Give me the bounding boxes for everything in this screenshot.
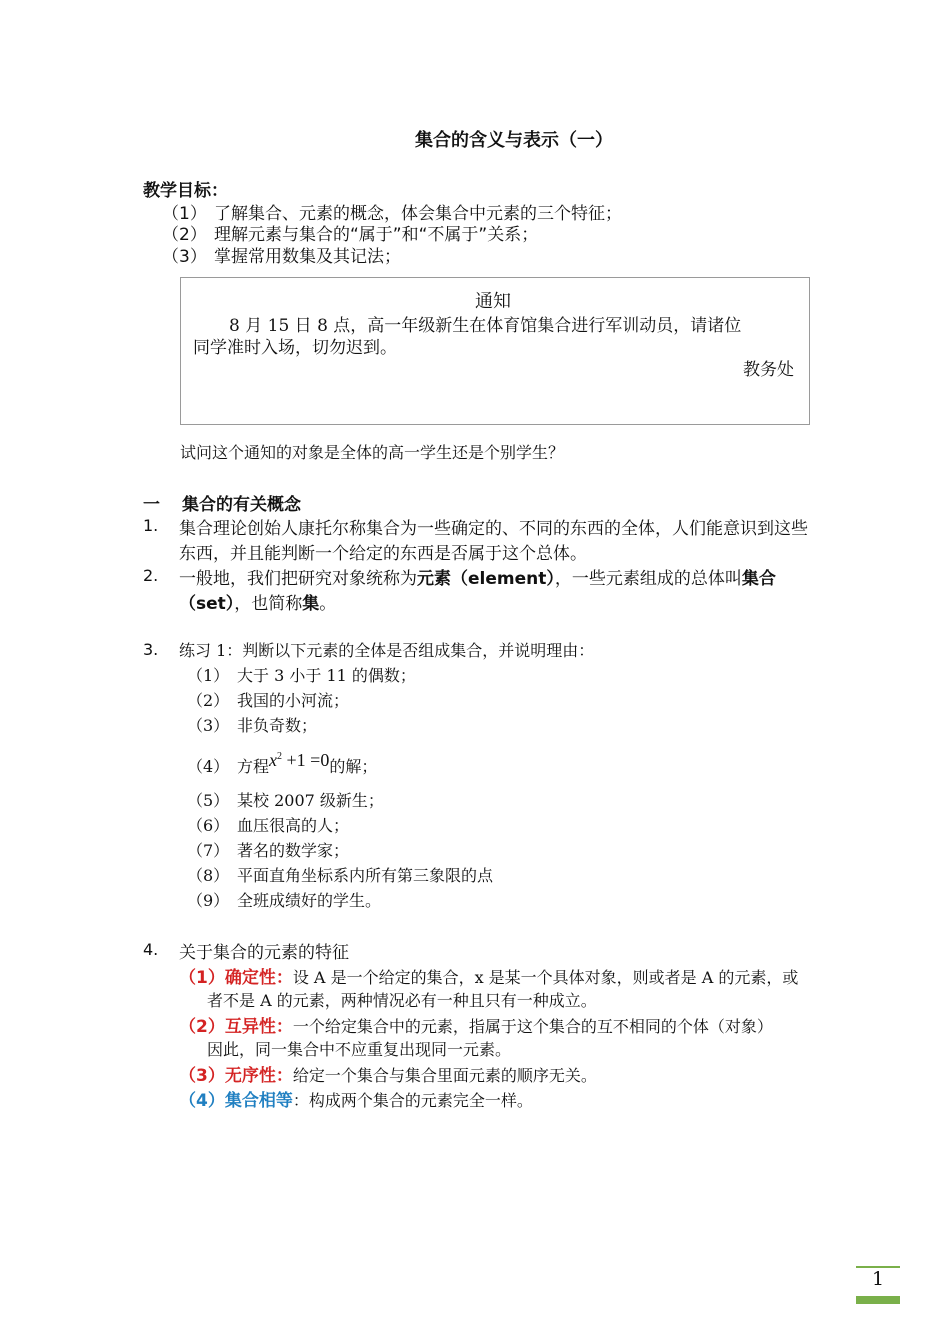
term-set-en: （set） [179,594,235,614]
feature-text: 给定一个集合与集合里面元素的顺序无关。 [292,1066,597,1085]
feature-text: 一个给定集合中的元素，指属于这个集合的互不相同的个体（对象） [292,1017,773,1036]
text-run: 方程 [237,757,270,776]
text-run: 。 [319,594,337,614]
paragraph-line [179,589,336,614]
exercise-item: 著名的数学家； [237,841,350,860]
feature-label-determinacy: （1）确定性： [179,968,293,988]
notice-line: 8 月 15 日 8 点，高一年级新生在体育馆集合进行军训动员，请诸位 [229,316,742,336]
exercise-num: （1） [187,666,230,685]
math-equation [269,750,329,770]
page-title: 集合的含义与表示（一） [415,130,613,151]
feature-line: 因此，同一集合中不应重复出现同一元素。 [207,1040,512,1059]
exercise-item: 大于 3 小于 11 的偶数； [237,666,416,685]
notice-line: 同学准时入场，切勿迟到。 [193,338,397,358]
objective-num: （3） [162,247,207,267]
feature-label-equality: （4）集合相等 [179,1091,293,1111]
term-set: 集合 [741,569,776,589]
objective-text: 掌握常用数集及其记法； [214,247,401,267]
exercise-item: 血压很高的人； [237,816,350,835]
feature-label-unordered: （3）无序性： [179,1066,293,1086]
objectives-heading: 教学目标： [143,181,228,201]
objective-num: （2） [162,225,207,245]
exercise-item: 某校 2007 级新生； [237,791,384,810]
exercise-num: （9） [187,891,230,910]
paragraph-number: 1. [143,516,159,535]
feature-line [179,963,798,988]
paragraph-line: 集合理论创始人康托尔称集合为一些确定的、不同的东西的全体，人们能意识到这些 [179,519,808,539]
notice-question: 试问这个通知的对象是全体的高一学生还是个别学生？ [180,443,565,462]
notice-title: 通知 [475,291,511,312]
exercise-num: （3） [187,716,230,735]
exercise-num: （5） [187,791,230,810]
text-run: 的解； [329,757,378,776]
exercise-num: （4） [187,757,230,776]
exercise-item: 全班成绩好的学生。 [237,891,382,910]
page-number-bar [856,1296,900,1304]
section-number: 一 [143,495,160,515]
notice-signature: 教务处 [743,360,794,380]
exercise-num: （7） [187,841,230,860]
paragraph-number: 3. [143,640,159,659]
feature-text: ：构成两个集合的元素完全一样。 [292,1091,533,1110]
text-run: 一般地，我们把研究对象统称为 [179,569,417,589]
math-var: x [269,750,278,770]
paragraph-line [179,564,776,589]
exercise-num: （2） [187,691,230,710]
term-ji: 集 [302,594,320,614]
paragraph-number: 2. [143,566,159,585]
term-element: 元素（element） [417,569,555,589]
feature-line [179,1086,533,1111]
objective-num: （1） [162,204,207,224]
exercise-num: （6） [187,816,230,835]
features-heading: 关于集合的元素的特征 [179,943,349,963]
feature-label-distinctness: （2）互异性： [179,1017,293,1037]
math-exponent: 2 [277,751,283,762]
text-run: ，一些元素组成的总体叫 [554,569,742,589]
text-run: ，也简称 [234,594,303,614]
exercise-item: 非负奇数； [237,716,318,735]
paragraph-line: 东西，并且能判断一个给定的东西是否属于这个总体。 [179,544,587,564]
exercise-item: 我国的小河流； [237,691,350,710]
feature-text: 设 A 是一个给定的集合，x 是某一个具体对象，则或者是 A 的元素，或 [292,968,799,987]
section-heading: 集合的有关概念 [182,495,301,515]
exercise-item: 平面直角坐标系内所有第三象限的点 [237,866,494,885]
math-rest: +1 =0 [282,750,330,770]
exercise-num: （8） [187,866,230,885]
feature-line [179,1012,773,1037]
feature-line: 者不是 A 的元素，两种情况必有一种且只有一种成立。 [207,991,597,1010]
feature-line [179,1061,597,1086]
objective-text: 理解元素与集合的“属于”和“不属于”关系； [214,225,539,245]
exercise-item [237,748,378,776]
page-number: 1 [871,1268,885,1290]
objective-text: 了解集合、元素的概念，体会集合中元素的三个特征； [214,204,622,224]
exercise-heading: 练习 1：判断以下元素的全体是否组成集合，并说明理由： [179,641,595,660]
paragraph-number: 4. [143,940,159,959]
